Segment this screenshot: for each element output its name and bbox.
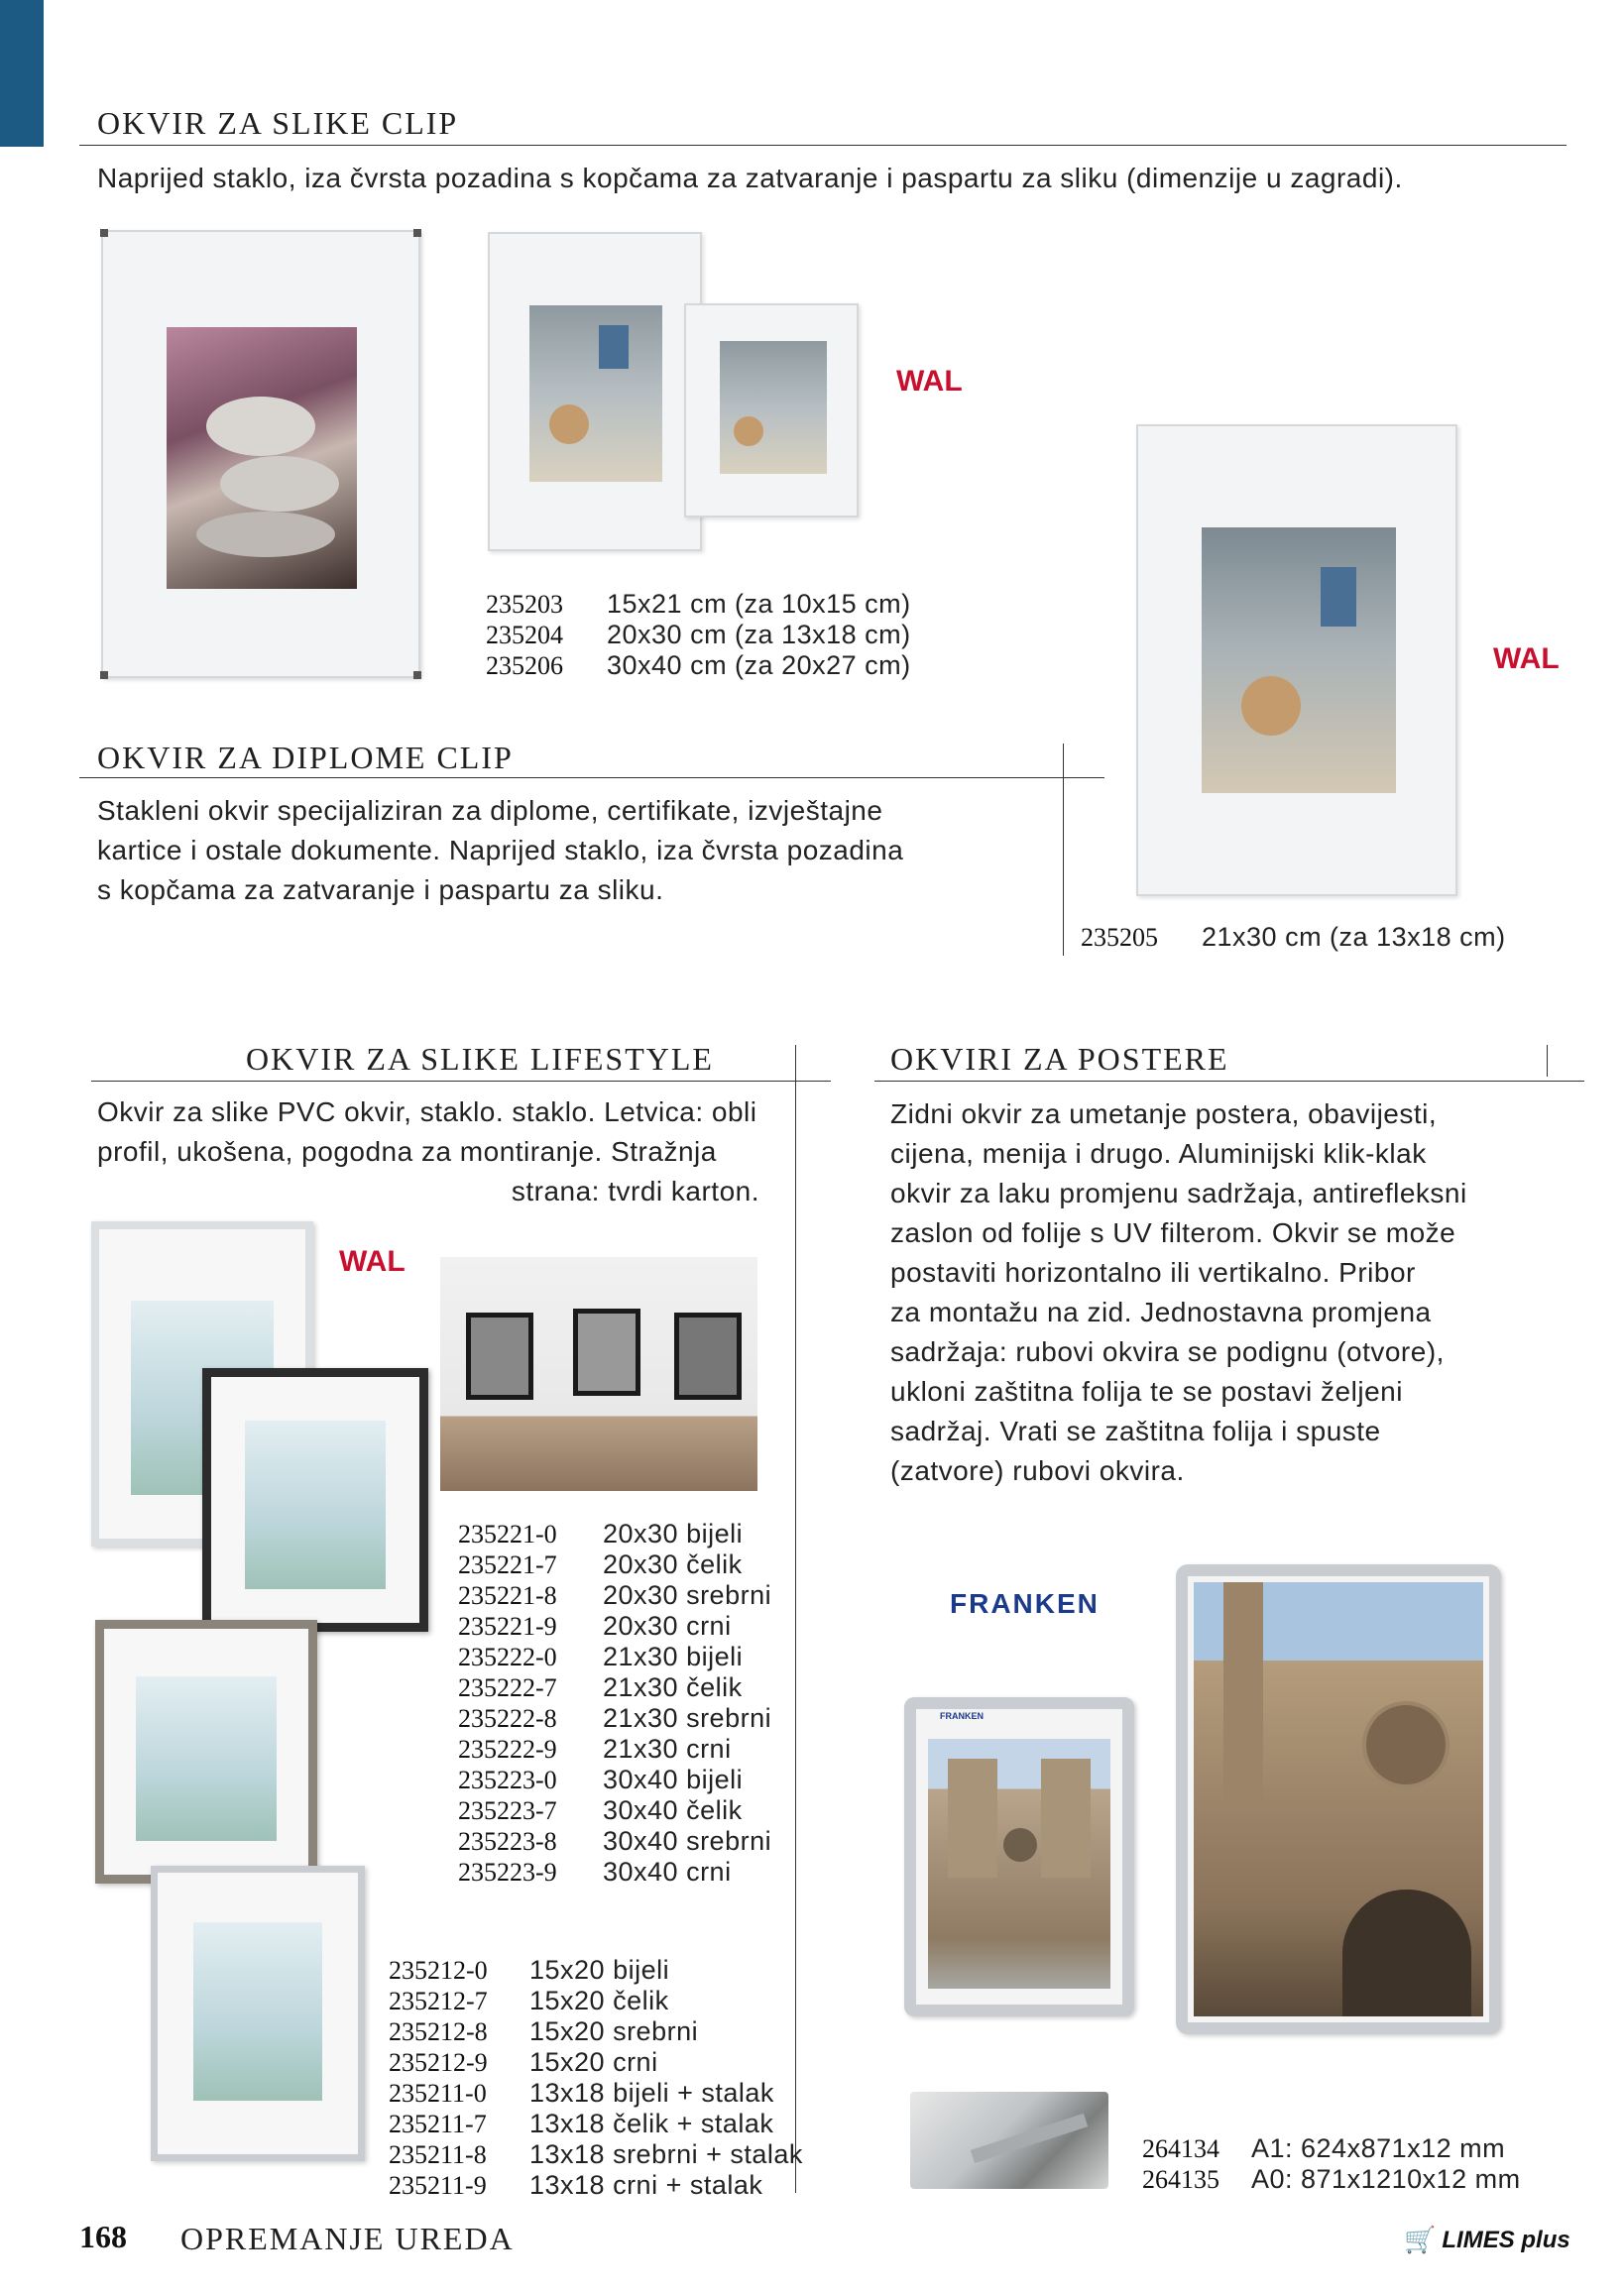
list-item [458, 1703, 771, 1734]
product-desc: 20x30 crni [603, 1611, 732, 1641]
franken-logo: FRANKEN [950, 1588, 1100, 1619]
list-item [389, 1986, 803, 2016]
product-desc: 30x40 čelik [603, 1795, 743, 1825]
product-code: 235203 [486, 590, 563, 619]
product-desc: 21x30 cm (za 13x18 cm) [1202, 922, 1506, 952]
diploma-code-row [1081, 922, 1506, 953]
clip-corner-bl [100, 671, 108, 679]
list-item [458, 1857, 771, 1888]
clip-description: Naprijed staklo, iza čvrsta pozadina s kopčama za zatvaranje i paspartu za sliku (dimenzije u zagradi). [97, 163, 1403, 193]
list-item [458, 1765, 771, 1795]
lifestyle-code-list-a [458, 1519, 771, 1888]
list-item [458, 1795, 771, 1826]
product-code: 235212-8 [389, 2017, 488, 2046]
diploma-title: OKVIR ZA DIPLOME CLIP [97, 740, 514, 775]
poster-line: (zatvore) rubovi okvira. [890, 1455, 1185, 1486]
lifestyle-photo [245, 1421, 386, 1589]
product-desc: A0: 871x1210x12 mm [1251, 2164, 1521, 2194]
product-code: 235221-0 [458, 1520, 557, 1549]
list-item [1142, 2133, 1521, 2164]
list-item [458, 1672, 771, 1703]
lifestyle-line: Okvir za slike PVC okvir, staklo. staklo. Letvica: obli [97, 1096, 757, 1127]
gallery-wall-photo [440, 1257, 757, 1491]
page-accent-tab [0, 0, 44, 147]
lifestyle-code-list-b [389, 1955, 803, 2201]
poster-line: sadržaj. Vrati se zaštitna folija i spuste [890, 1416, 1381, 1446]
product-code: 235222-9 [458, 1735, 557, 1764]
diploma-line: Stakleni okvir specijaliziran za diplome, certifikate, izvještajne [97, 795, 883, 826]
list-item [458, 1519, 771, 1549]
product-code: 235223-7 [458, 1796, 557, 1825]
list-item [486, 650, 911, 681]
poster-line: za montažu na zid. Jednostavna promjena [890, 1297, 1432, 1327]
cathedral-photo [1194, 1582, 1483, 2016]
diploma-room-photo [1202, 527, 1396, 793]
poster-line: ukloni zaštitna folija te se postavi željeni [890, 1376, 1403, 1407]
clip-corner-tr [413, 229, 421, 237]
diploma-title-rule [79, 777, 1104, 778]
snap-frame-large [1176, 1564, 1501, 2034]
list-item [458, 1642, 771, 1672]
clip-frame-small [684, 303, 859, 517]
poster-title: OKVIRI ZA POSTERE [890, 1041, 1229, 1077]
limes-plus-logo [1404, 2225, 1570, 2255]
product-code: 235205 [1081, 923, 1158, 952]
list-item [389, 2109, 803, 2139]
product-code: 264134 [1142, 2134, 1219, 2163]
list-item [389, 2170, 803, 2201]
product-code: 235223-0 [458, 1766, 557, 1794]
diploma-description [97, 791, 1049, 910]
product-desc: 13x18 srebrni + stalak [529, 2139, 803, 2169]
poster-title-rule [874, 1081, 1584, 1082]
wal-logo-diploma: WAL [1493, 642, 1560, 675]
list-item [389, 1955, 803, 1986]
product-code: 235212-7 [389, 1987, 488, 2015]
poster-line: cijena, menija i drugo. Aluminijski klik-klak [890, 1138, 1427, 1169]
wal-logo-clip: WAL [896, 365, 963, 398]
product-code: 264135 [1142, 2165, 1219, 2194]
product-desc: 30x40 cm (za 20x27 cm) [607, 650, 911, 680]
product-desc: 20x30 srebrni [603, 1580, 772, 1610]
product-desc: 20x30 bijeli [603, 1519, 744, 1549]
lifestyle-photo [136, 1676, 277, 1841]
product-desc: 13x18 čelik + stalak [529, 2109, 774, 2138]
poster-line: sadržaja: rubovi okvira se podignu (otvore), [890, 1336, 1445, 1367]
product-code: 235204 [486, 621, 563, 649]
product-desc: 20x30 čelik [603, 1549, 743, 1579]
room-photo [529, 305, 662, 482]
product-code: 235222-0 [458, 1643, 557, 1671]
clip-code-list [486, 589, 911, 681]
product-desc: 21x30 crni [603, 1734, 732, 1764]
product-code: 235211-8 [389, 2140, 487, 2169]
product-desc: A1: 624x871x12 mm [1251, 2133, 1506, 2163]
page-number: 168 [79, 2219, 127, 2254]
lifestyle-line: profil, ukošena, pogodna za montiranje. Stražnja [97, 1136, 717, 1167]
product-desc: 30x40 crni [603, 1857, 732, 1887]
list-item [389, 2047, 803, 2078]
poster-divider [1547, 1045, 1548, 1077]
product-desc: 15x20 crni [529, 2047, 658, 2077]
list-item [458, 1734, 771, 1765]
clip-title: OKVIR ZA SLIKE CLIP [97, 105, 459, 141]
list-item [458, 1549, 771, 1580]
lifestyle-title-rule [91, 1081, 831, 1082]
product-code: 235222-7 [458, 1673, 557, 1702]
list-item [458, 1826, 771, 1857]
product-code: 235211-7 [389, 2110, 487, 2138]
poster-line: okvir za laku promjenu sadržaja, antirefleksni [890, 1178, 1467, 1208]
list-item [389, 2078, 803, 2109]
lifestyle-title: OKVIR ZA SLIKE LIFESTYLE [246, 1041, 714, 1077]
cart-icon: 🛒 [1404, 2225, 1437, 2254]
lifestyle-frame-steel [95, 1620, 317, 1884]
product-desc: 30x40 srebrni [603, 1826, 772, 1856]
lifestyle-frame-silver [151, 1866, 365, 2161]
poster-line: postaviti horizontalno ili vertikalno. Pribor [890, 1257, 1416, 1288]
list-item [486, 589, 911, 620]
diploma-line: kartice i ostale dokumente. Naprijed staklo, iza čvrsta pozadina [97, 835, 904, 865]
product-code: 235211-0 [389, 2079, 487, 2108]
wal-logo-lifestyle: WAL [339, 1245, 406, 1278]
snap-frame-small [904, 1697, 1134, 2016]
list-item [389, 2139, 803, 2170]
poster-description [890, 1094, 1574, 1491]
product-code: 235206 [486, 651, 563, 680]
product-desc: 15x20 čelik [529, 1986, 669, 2015]
footer-section-title: OPREMANJE UREDA [180, 2221, 515, 2256]
lifestyle-description [97, 1092, 759, 1211]
room-photo-small [720, 341, 827, 474]
lifestyle-frame-black [202, 1368, 428, 1632]
product-code: 235211-9 [389, 2171, 487, 2200]
list-item [458, 1580, 771, 1611]
snap-frame-label: FRANKEN [940, 1711, 984, 1721]
product-code: 235212-9 [389, 2048, 488, 2077]
product-desc: 15x20 bijeli [529, 1955, 670, 1985]
clip-corner-br [413, 671, 421, 679]
product-code: 235221-8 [458, 1581, 557, 1610]
product-code: 235221-7 [458, 1550, 557, 1579]
product-desc: 30x40 bijeli [603, 1765, 744, 1794]
poster-code-list [1142, 2133, 1521, 2195]
product-code: 235222-8 [458, 1704, 557, 1733]
product-desc: 13x18 bijeli + stalak [529, 2078, 774, 2108]
notre-dame-photo [928, 1739, 1110, 1989]
diploma-frame [1136, 424, 1457, 896]
list-item [458, 1611, 771, 1642]
poster-line: Zidni okvir za umetanje postera, obavijesti, [890, 1098, 1438, 1129]
diploma-line: s kopčama za zatvaranje i paspartu za sliku. [97, 874, 664, 905]
list-item [389, 2016, 803, 2047]
product-desc: 21x30 bijeli [603, 1642, 744, 1671]
product-desc: 21x30 čelik [603, 1672, 743, 1702]
product-code: 235223-8 [458, 1827, 557, 1856]
snap-corner-detail-photo [910, 2092, 1108, 2189]
product-desc: 13x18 crni + stalak [529, 2170, 763, 2200]
diploma-divider [1063, 744, 1064, 956]
list-item [1142, 2164, 1521, 2195]
clip-frame-large [101, 230, 420, 678]
logo-text: LIMES plus [1442, 2226, 1570, 2253]
product-desc: 20x30 cm (za 13x18 cm) [607, 620, 911, 649]
product-code: 235223-9 [458, 1858, 557, 1887]
stones-photo [167, 327, 357, 589]
list-item [486, 620, 911, 650]
product-desc: 21x30 srebrni [603, 1703, 772, 1733]
poster-line: zaslon od folije s UV filterom. Okvir se može [890, 1217, 1456, 1248]
clip-frame-medium [488, 232, 702, 551]
clip-corner-tl [100, 229, 108, 237]
product-code: 235212-0 [389, 1956, 488, 1985]
product-desc: 15x20 srebrni [529, 2016, 699, 2046]
lifestyle-line: strana: tvrdi karton. [511, 1176, 759, 1206]
product-code: 235221-9 [458, 1612, 557, 1641]
lifestyle-photo [193, 1922, 322, 2101]
clip-title-rule [79, 145, 1566, 146]
product-desc: 15x21 cm (za 10x15 cm) [607, 589, 911, 619]
